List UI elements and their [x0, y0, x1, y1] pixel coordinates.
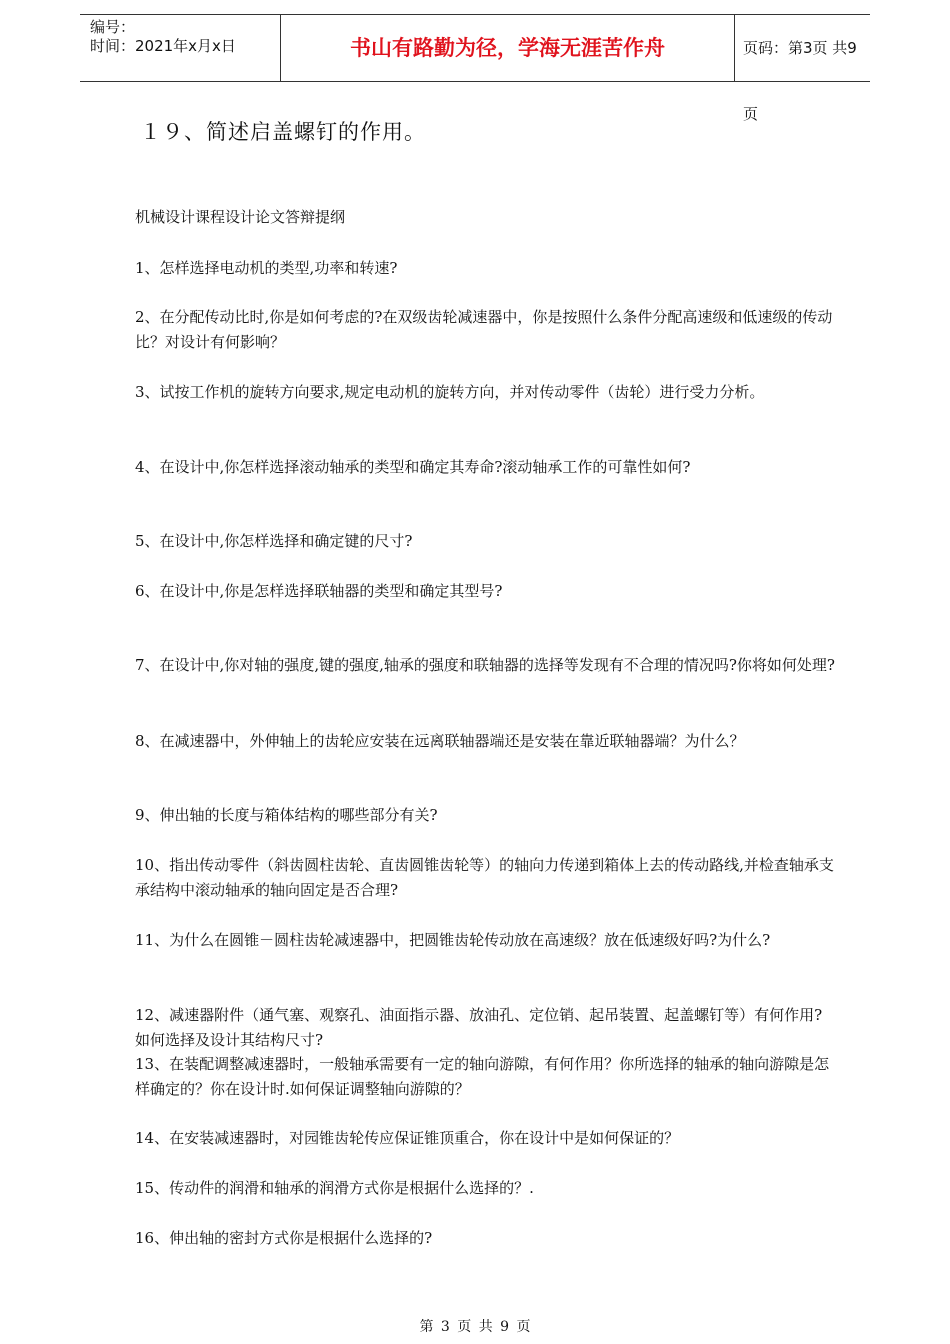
question-item: 7、在设计中,你对轴的强度,键的强度,轴承的强度和联轴器的选择等发现有不合理的情况吗?你将如何处理? — [135, 656, 835, 674]
question-item: 3、试按工作机的旋转方向要求,规定电动机的旋转方向，并对传动零件（齿轮）进行受力分析。 — [135, 383, 765, 401]
page-header — [80, 14, 870, 123]
question-item: 9、伸出轴的长度与箱体结构的哪些部分有关? — [135, 806, 438, 824]
question-item: 4、在设计中,你怎样选择滚动轴承的类型和确定其寿命?滚动轴承工作的可靠性如何? — [135, 458, 691, 476]
number-label: 编号： — [90, 18, 136, 36]
question-item: 16、伸出轴的密封方式你是根据什么选择的? — [135, 1229, 433, 1247]
question-item: 12、减速器附件（通气塞、观察孔、油面指示器、放油孔、定位销、起吊装置、起盖螺钉等）有何作用?如何选择及设计其结构尺寸? — [135, 1006, 823, 1049]
question-19-heading: １９、简述启盖螺钉的作用。 — [140, 120, 426, 144]
question-item: 13、在装配调整减速器时，一般轴承需要有一定的轴向游隙，有何作用？你所选择的轴承的轴向游隙是怎样确定的？你在设计时.如何保证调整轴向游隙的？ — [135, 1055, 830, 1098]
header-page-info: 页码：第3页 共9页 — [743, 39, 857, 123]
question-item: 5、在设计中,你怎样选择和确定键的尺寸? — [135, 532, 413, 550]
page-footer: 第 3 页 共 9 页 — [419, 1319, 531, 1335]
outline-title: 机械设计课程设计论文答辩提纲 — [135, 208, 346, 226]
question-item: 2、在分配传动比时,你是如何考虑的?在双级齿轮减速器中，你是按照什么条件分配高速级和低速级的传动比？对设计有何影响？ — [135, 308, 833, 351]
header-meta — [80, 15, 280, 81]
question-item: 6、在设计中,你是怎样选择联轴器的类型和确定其型号? — [135, 582, 503, 600]
question-item: 8、在减速器中，外伸轴上的齿轮应安装在远离联轴器端还是安装在靠近联轴器端？为什么？ — [135, 732, 745, 750]
question-item: 11、为什么在圆锥－圆柱齿轮减速器中，把圆锥齿轮传动放在高速级？放在低速级好吗?为什么? — [135, 931, 771, 949]
header-motto: 书山有路勤为径，学海无涯苦作舟 — [280, 15, 735, 81]
question-item: 15、传动件的润滑和轴承的润滑方式你是根据什么选择的？. — [135, 1179, 534, 1197]
question-item: 10、指出传动零件（斜齿圆柱齿轮、直齿圆锥齿轮等）的轴向力传递到箱体上去的传动路线,并检查轴承支承结构中滚动轴承的轴向固定是否合理? — [135, 856, 834, 899]
question-item: 14、在安装减速器时，对园锥齿轮传应保证锥顶重合，你在设计中是如何保证的？ — [135, 1129, 680, 1147]
question-item: 1、怎样选择电动机的类型,功率和转速? — [135, 259, 398, 277]
time-label: 时间：2021年x月x日 — [90, 37, 236, 55]
